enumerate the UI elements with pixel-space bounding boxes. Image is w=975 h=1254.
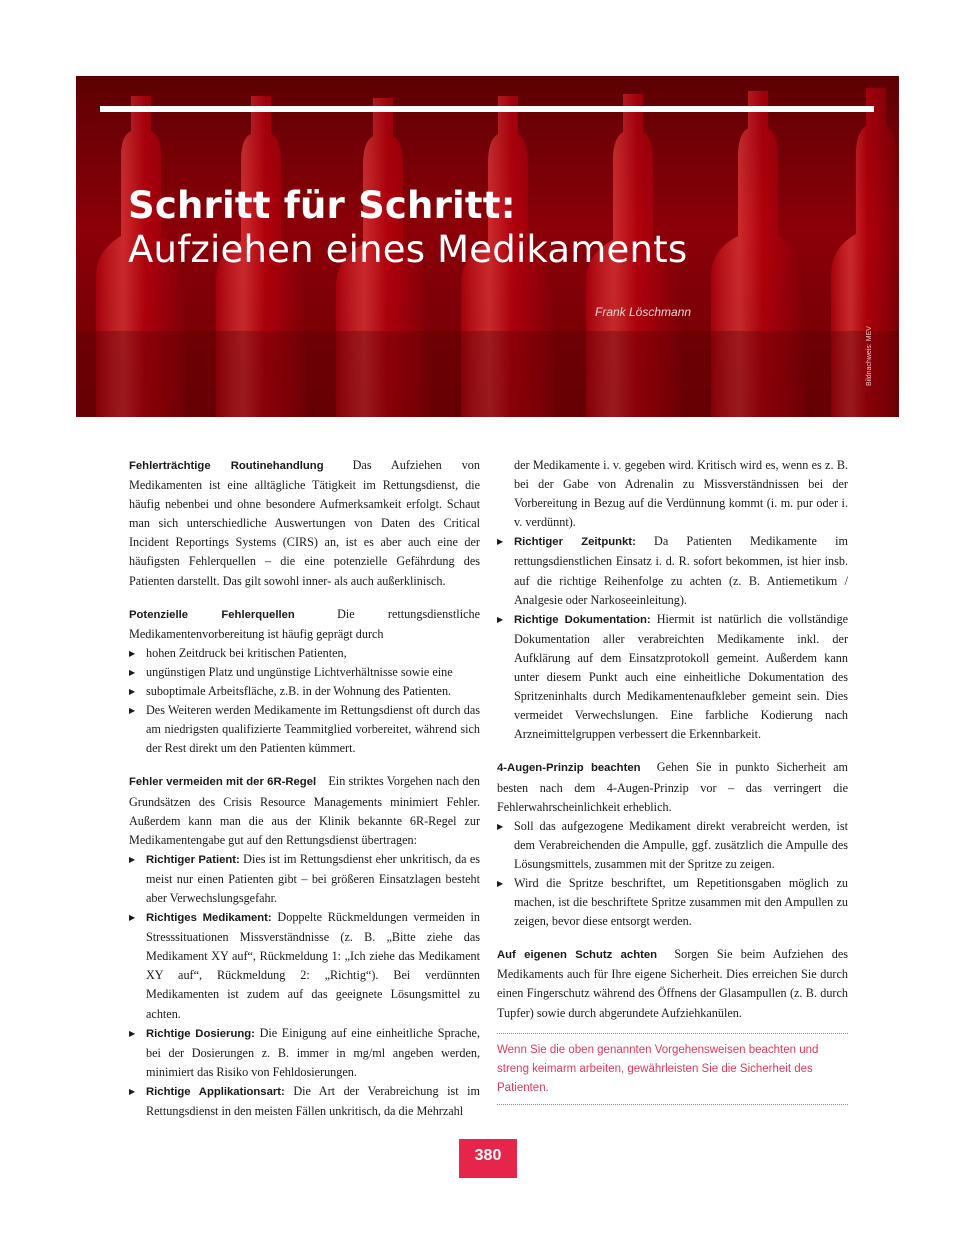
section-heading: Auf eigenen Schutz achten: [497, 949, 658, 962]
list-item: ▶ hohen Zeitdruck bei kritischen Patienten,: [129, 644, 480, 663]
item-label: Richtige Applikationsart:: [146, 1085, 285, 1098]
section-heading: 4-Augen-Prinzip beachten: [497, 762, 641, 775]
item-text: Die Art der Verabreichung ist im Rettungsdienst in den meisten Fällen unkritisch, da die Mehrzahl: [146, 1083, 481, 1118]
list-item: [129, 850, 480, 908]
list-item: [129, 1082, 480, 1121]
item-label: Richtige Dokumentation:: [514, 613, 651, 626]
continued-text: der Medikamente i. v. gegeben wird. Kritisch wird es, wenn es z. B. bei der Gabe von Adrenalin zu Missverständnissen bei der Vorbereitung in Bezug auf die Verdünnung kommt (i. m. pur oder i. v. verdünnt).: [514, 458, 848, 530]
section-text: Das Aufziehen von Medikamenten ist eine alltägliche Tätigkeit im Rettungsdienst, die häufig nebenbei und ohne besondere Aufmerksamkeit erfolgt. Schaut man sich unterschiedliche Auswertungen von Daten des Critical Incident Reportings Systems (CIRS) an, ist es aber auch eine der häufigsten Fehlerquellen – die eine potenzielle Gefährdung des Patienten darstellt. Das gilt sowohl inner- als auch außerklinisch.: [129, 458, 480, 588]
item-text: Da Patienten Medikamente im rettungsdienstlichen Einsatz i. d. R. sofort bekommen, ist hier insb. auf die richtige Reihenfolge zu achten (z. B. Antiemetikum / Analgesie oder Narkoseeinleitung).: [514, 534, 848, 607]
image-credit: Bildnachweis: MEV: [866, 326, 873, 386]
item-label: Richtiges Medikament:: [146, 912, 272, 925]
item-text: Die Einigung auf eine einheitliche Sprache, bei der Dosierungen z. B. immer in mg/ml angeben werden, minimiert das Risiko von Fehldosierungen.: [146, 1025, 481, 1079]
title-rule: [100, 106, 874, 112]
section-text: Ein striktes Vorgehen nach den Grundsätzen des Crisis Resource Managements minimiert Fehler. Außerdem kann man die aus der Klinik bekannte 6R-Regel zur Medikamentengabe gut auf den Rettungsdienst übertragen:: [129, 774, 480, 847]
left-column: [129, 456, 480, 1121]
section-routine: [129, 456, 480, 591]
item-label: Richtiger Zeitpunkt:: [514, 536, 636, 549]
right-column: [497, 456, 848, 1105]
highlight-note: Wenn Sie die oben genannten Vorgehensweisen beachten und streng keimarm arbeiten, gewährleisten Sie die Sicherheit des Patienten.: [497, 1033, 848, 1105]
list-item: [129, 1024, 480, 1082]
list-item: ▶ ungünstigen Platz und ungünstige Lichtverhältnisse sowie eine: [129, 663, 480, 682]
hero-banner: [76, 76, 899, 417]
item-text: Hiermit ist natürlich die vollständige Dokumentation aller verabreichten Medikamente inkl. der Aufklärung auf dem Einsatzprotokoll gemeint. Außerdem kann unter diesem Punkt auch eine einheitliche Dokumentation des Spritzeninhalts durch Medikamentenaufkleber gemeint sein. Dies vermeidet Verwechslungen. Eine farbliche Kodierung nach Arzneimittelgruppen verbessert die Erkennbarkeit.: [514, 611, 849, 742]
item-text: Doppelte Rückmeldungen vermeiden in Stresssituationen Missverständnisse (z. B. „Bitte ziehe das Medikament XY auf“, Rückmeldung 1: „Ich ziehe das Medikament XY auf“, Rückmeldung 2: „Richtig“). Bei verdünnten Medikamenten ist zudem auf das geeignete Lösungsmittel zu achten.: [146, 910, 481, 1021]
title-line-2: Aufziehen eines Medikaments: [128, 228, 688, 271]
section-self-protection: [497, 945, 848, 1022]
item-label: Richtige Dosierung:: [146, 1027, 255, 1040]
list-item: [497, 532, 848, 609]
list-item: ▶ Wird die Spritze beschriftet, um Repetitionsgaben möglich zu machen, ist die beschriftete Spritze zusammen mit den Ampullen zu zeigen, bevor diese entsorgt werden.: [497, 874, 848, 931]
list-item: ▶ suboptimale Arbeitsfläche, z.B. in der Wohnung des Patienten.: [129, 682, 480, 701]
6r-rule-list-continued: [497, 532, 848, 744]
page-title: [128, 184, 687, 272]
section-four-eyes: [497, 758, 848, 816]
title-line-1: Schritt für Schritt:: [128, 184, 516, 227]
list-item: [497, 610, 848, 745]
list-item: ▶ Soll das aufgezogene Medikament direkt verabreicht werden, ist dem Verabreichenden die Ampulle, ggf. zusätzlich die Ampulle des Lösungsmittels, zusammen mit der Spritze zu zeigen.: [497, 817, 848, 874]
section-text: Gehen Sie in punkto Sicherheit am besten nach dem 4-Augen-Prinzip vor – das verringert die Fehlerwahrscheinlichkeit erheblich.: [497, 760, 849, 814]
section-text: Sorgen Sie beim Aufziehen des Medikaments auch für Ihre eigene Sicherheit. Dies erreichen Sie durch einen Fingerschutz während des Öffnens der Glasampullen (z. B. durch Tupfer) sowie durch abgerundete Aufziehkanülen.: [497, 947, 848, 1020]
author-name: Frank Löschmann: [595, 305, 692, 319]
section-text: Die rettungsdienstliche Medikamentenvorbereitung ist häufig geprägt durch: [129, 606, 480, 641]
section-error-sources: [129, 605, 480, 644]
section-heading: Potenzielle Fehlerquellen: [129, 608, 295, 621]
section-6r-rule: [129, 772, 480, 849]
page-number: 380: [459, 1139, 517, 1178]
6r-rule-list: [129, 850, 480, 1121]
section-heading: Fehlerträchtige Routinehandlung: [129, 460, 324, 472]
four-eyes-list: [497, 817, 848, 932]
list-item: [129, 908, 480, 1024]
item-label: Richtiger Patient:: [146, 853, 240, 866]
item-text: Dies ist im Rettungsdienst eher unkritisch, da es meist nur einen Patienten gibt – bei größeren Einsatzlagen besteht aber Verwechslungsgefahr.: [146, 851, 480, 905]
section-heading: Fehler vermeiden mit der 6R-Regel: [129, 776, 317, 789]
list-item: ▶ Des Weiteren werden Medikamente im Rettungsdienst oft durch das am niedrigsten qualifizierte Teammitglied vorbereitet, während sich der Rest direkt um den Patienten kümmert.: [129, 701, 480, 758]
error-sources-list: [129, 644, 480, 759]
